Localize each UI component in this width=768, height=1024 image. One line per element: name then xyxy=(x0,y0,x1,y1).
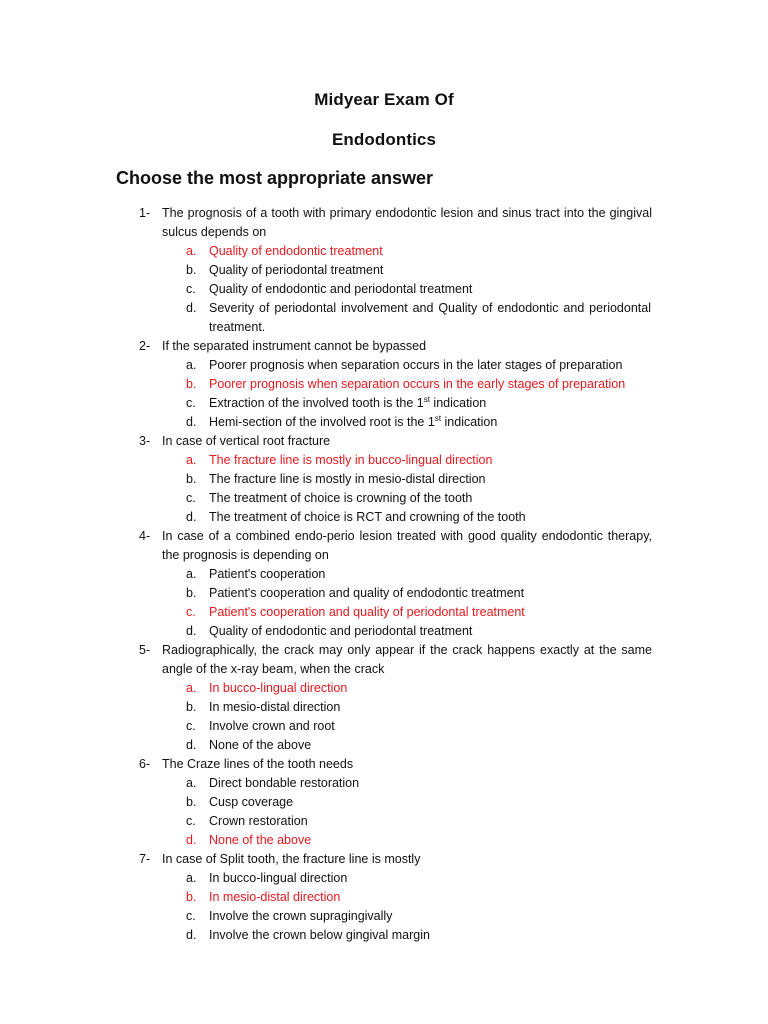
option-text xyxy=(209,584,651,603)
option-text-main: Hemi-section of the involved root is the 1 xyxy=(209,415,435,429)
answer-options xyxy=(186,774,651,850)
question-stem xyxy=(139,755,652,774)
option-text xyxy=(209,698,651,717)
answer-option xyxy=(186,489,651,508)
option-text-main: Patient's cooperation and quality of endodontic treatment xyxy=(209,586,525,600)
option-text xyxy=(209,489,651,508)
option-text-main: Quality of endodontic and periodontal treatment xyxy=(209,624,473,638)
answer-options xyxy=(186,356,651,432)
option-text-main: The fracture line is mostly in bucco-lingual direction xyxy=(209,453,493,467)
question-block xyxy=(139,850,652,945)
option-text xyxy=(209,603,651,622)
option-text xyxy=(209,888,651,907)
option-letter: a. xyxy=(186,776,197,790)
option-text-main: The treatment of choice is RCT and crowning of the tooth xyxy=(209,510,526,524)
answer-option-correct xyxy=(186,451,651,470)
option-letter: b. xyxy=(186,263,197,277)
option-text xyxy=(209,793,651,812)
option-letter: c. xyxy=(186,719,196,733)
option-text-main: Involve the crown supragingivally xyxy=(209,909,393,923)
ordinal-superscript: st xyxy=(434,413,442,423)
question-block xyxy=(139,527,652,641)
question-text: The prognosis of a tooth with primary endodontic lesion and sinus tract into the gingival sulcus depends on xyxy=(162,206,652,239)
question-number: 5- xyxy=(139,643,151,657)
option-text-main: The treatment of choice is crowning of the tooth xyxy=(209,491,473,505)
option-text-main: In bucco-lingual direction xyxy=(209,871,348,885)
question-number: 4- xyxy=(139,529,151,543)
answer-option xyxy=(186,584,651,603)
answer-option xyxy=(186,394,651,413)
option-letter: d. xyxy=(186,624,197,638)
answer-options xyxy=(186,565,651,641)
answer-option xyxy=(186,698,651,717)
option-text xyxy=(209,242,651,261)
question-block xyxy=(139,204,652,337)
answer-option xyxy=(186,261,651,280)
option-text xyxy=(209,736,651,755)
answer-option xyxy=(186,622,651,641)
answer-option xyxy=(186,717,651,736)
answer-options xyxy=(186,869,651,945)
answer-option-correct xyxy=(186,375,651,394)
exam-title: Midyear Exam Of xyxy=(314,90,454,109)
option-text-main: Involve crown and root xyxy=(209,719,335,733)
question-text: The Craze lines of the tooth needs xyxy=(162,757,354,771)
question-number: 1- xyxy=(139,206,151,220)
option-text xyxy=(209,280,651,299)
option-letter: b. xyxy=(186,472,197,486)
option-text xyxy=(209,831,651,850)
answer-option xyxy=(186,774,651,793)
option-text xyxy=(209,717,651,736)
option-text xyxy=(209,356,651,375)
option-text xyxy=(209,622,651,641)
option-text-main: Quality of endodontic and periodontal treatment xyxy=(209,282,473,296)
option-letter: c. xyxy=(186,814,196,828)
question-block xyxy=(139,432,652,527)
answer-option xyxy=(186,869,651,888)
option-text-main: Involve the crown below gingival margin xyxy=(209,928,430,942)
question-stem xyxy=(139,432,652,451)
question-number: 6- xyxy=(139,757,151,771)
option-text-main: The fracture line is mostly in mesio-distal direction xyxy=(209,472,486,486)
option-letter: d. xyxy=(186,928,197,942)
answer-options xyxy=(186,451,651,527)
option-text-main: Poorer prognosis when separation occurs in the early stages of preparation xyxy=(209,377,626,391)
option-letter: a. xyxy=(186,358,197,372)
option-text-after: indication xyxy=(429,396,487,410)
option-text-after: indication xyxy=(441,415,498,429)
question-block xyxy=(139,755,652,850)
option-text-main: Patient's cooperation xyxy=(209,567,326,581)
option-text-main: None of the above xyxy=(209,738,312,752)
option-letter: b. xyxy=(186,586,197,600)
question-text: If the separated instrument cannot be bypassed xyxy=(162,339,427,353)
option-text xyxy=(209,261,651,280)
option-text xyxy=(209,299,651,337)
option-letter: c. xyxy=(186,491,196,505)
answer-option xyxy=(186,470,651,489)
option-letter: c. xyxy=(186,282,196,296)
option-letter: a. xyxy=(186,244,197,258)
option-text xyxy=(209,774,651,793)
option-text-main: Direct bondable restoration xyxy=(209,776,360,790)
answer-option xyxy=(186,299,651,337)
option-text-main: In bucco-lingual direction xyxy=(209,681,348,695)
answer-option xyxy=(186,736,651,755)
answer-option-correct xyxy=(186,888,651,907)
question-text: Radiographically, the crack may only appear if the crack happens exactly at the same angle of the x-ray beam, when the crack xyxy=(162,643,652,676)
option-letter: c. xyxy=(186,909,196,923)
answer-option xyxy=(186,907,651,926)
answer-option xyxy=(186,508,651,527)
option-text xyxy=(209,470,651,489)
option-letter: b. xyxy=(186,890,197,904)
option-text-main: Poorer prognosis when separation occurs in the later stages of preparation xyxy=(209,358,623,372)
instructions-heading: Choose the most appropriate answer xyxy=(116,168,434,188)
question-stem xyxy=(139,641,652,679)
option-text xyxy=(209,812,651,831)
answer-option xyxy=(186,280,651,299)
option-text xyxy=(209,451,651,470)
option-text xyxy=(209,926,651,945)
option-text-main: In mesio-distal direction xyxy=(209,890,341,904)
option-text-main: None of the above xyxy=(209,833,312,847)
question-number: 7- xyxy=(139,852,151,866)
question-stem xyxy=(139,204,652,242)
answer-option xyxy=(186,793,651,812)
option-letter: d. xyxy=(186,301,197,315)
option-text-main: Quality of periodontal treatment xyxy=(209,263,384,277)
option-letter: a. xyxy=(186,681,197,695)
question-text: In case of a combined endo-perio lesion treated with good quality endodontic therapy, the prognosis is depending on xyxy=(162,529,652,562)
option-text xyxy=(209,394,651,413)
ordinal-superscript: st xyxy=(423,394,430,404)
option-letter: d. xyxy=(186,415,197,429)
answer-option xyxy=(186,812,651,831)
question-text: In case of Split tooth, the fracture line is mostly xyxy=(162,852,421,866)
question-stem xyxy=(139,337,652,356)
option-letter: d. xyxy=(186,833,197,847)
option-text xyxy=(209,907,651,926)
option-text xyxy=(209,375,651,394)
option-letter: a. xyxy=(186,567,197,581)
question-stem xyxy=(139,527,652,565)
option-text-main: In mesio-distal direction xyxy=(209,700,341,714)
option-letter: a. xyxy=(186,453,197,467)
option-letter: b. xyxy=(186,700,197,714)
answer-option xyxy=(186,926,651,945)
answer-option-correct xyxy=(186,242,651,261)
answer-option-correct xyxy=(186,679,651,698)
answer-option xyxy=(186,565,651,584)
option-letter: b. xyxy=(186,795,197,809)
option-text xyxy=(209,679,651,698)
answer-option xyxy=(186,356,651,375)
option-text-main: Severity of periodontal involvement and Quality of endodontic and periodontal treatment. xyxy=(209,301,651,334)
option-letter: c. xyxy=(186,396,196,410)
option-letter: d. xyxy=(186,738,197,752)
option-text xyxy=(209,413,651,432)
option-text xyxy=(209,508,651,527)
question-block xyxy=(139,337,652,432)
option-text-main: Cusp coverage xyxy=(209,795,294,809)
option-text-main: Quality of endodontic treatment xyxy=(209,244,383,258)
question-block xyxy=(139,641,652,755)
option-text-main: Extraction of the involved tooth is the 1 xyxy=(209,396,424,410)
option-letter: b. xyxy=(186,377,197,391)
answer-option-correct xyxy=(186,603,651,622)
question-number: 2- xyxy=(139,339,151,353)
exam-subject: Endodontics xyxy=(331,130,437,149)
answer-option-correct xyxy=(186,831,651,850)
option-text-main: Crown restoration xyxy=(209,814,308,828)
question-stem xyxy=(139,850,652,869)
question-list xyxy=(139,204,652,945)
answer-options xyxy=(186,242,651,337)
question-number: 3- xyxy=(139,434,151,448)
option-letter: a. xyxy=(186,871,197,885)
option-text-main: Patient's cooperation and quality of periodontal treatment xyxy=(209,605,525,619)
answer-options xyxy=(186,679,651,755)
option-text xyxy=(209,869,651,888)
option-letter: c. xyxy=(186,605,196,619)
question-text: In case of vertical root fracture xyxy=(162,434,331,448)
option-text xyxy=(209,565,651,584)
option-letter: d. xyxy=(186,510,197,524)
answer-option xyxy=(186,413,651,432)
